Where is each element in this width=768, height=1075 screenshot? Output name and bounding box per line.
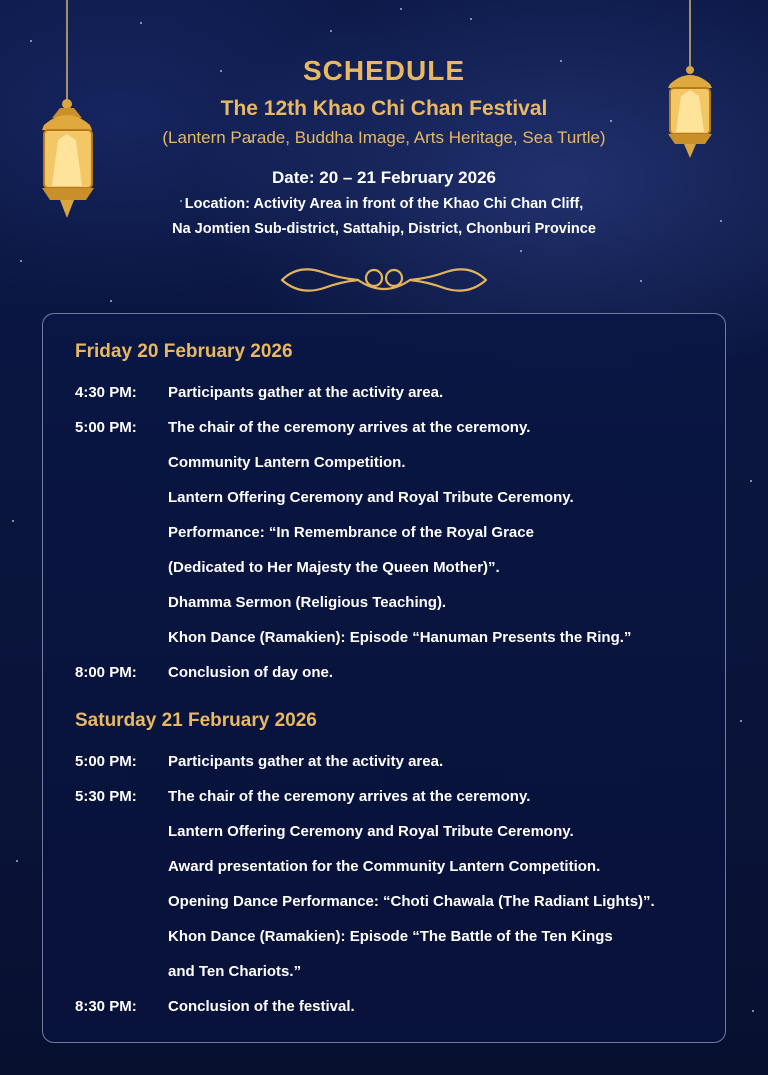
gold-flourish-ornament-icon: [278, 258, 490, 302]
row-text: Performance: “In Remembrance of the Royal Grace: [168, 524, 534, 541]
row-text: Conclusion of day one.: [168, 664, 334, 681]
location-line-2: Na Jomtien Sub-district, Sattahip, District, Chonburi Province: [172, 221, 596, 237]
row-text: The chair of the ceremony arrives at the ceremony.: [168, 419, 531, 436]
festival-themes: (Lantern Parade, Buddha Image, Arts Heritage, Sea Turtle): [162, 128, 606, 147]
row-time: 5:00 PM:: [75, 419, 137, 436]
row-text: Dhamma Sermon (Religious Teaching).: [168, 594, 447, 611]
row-text: Khon Dance (Ramakien): Episode “The Battle of the Ten Kings: [168, 928, 613, 945]
row-time: 5:30 PM:: [75, 788, 137, 805]
row-time: 8:30 PM:: [75, 998, 137, 1015]
day-heading-friday: Friday 20 February 2026: [75, 341, 293, 362]
row-text: Opening Dance Performance: “Choti Chawala (The Radiant Lights)”.: [168, 893, 655, 910]
row-text: Khon Dance (Ramakien): Episode “Hanuman Presents the Ring.”: [168, 629, 632, 646]
row-text: Lantern Offering Ceremony and Royal Tribute Ceremony.: [168, 489, 574, 506]
page-title: SCHEDULE: [302, 55, 465, 86]
row-text: The chair of the ceremony arrives at the ceremony.: [168, 788, 531, 805]
row-text: Conclusion of the festival.: [168, 998, 355, 1015]
schedule-panel: [42, 313, 726, 1043]
day-heading-saturday: Saturday 21 February 2026: [75, 710, 317, 731]
row-time: 5:00 PM:: [75, 753, 137, 770]
row-text: Award presentation for the Community Lantern Competition.: [168, 858, 601, 875]
event-date: Date: 20 – 21 February 2026: [272, 168, 496, 187]
row-text: Lantern Offering Ceremony and Royal Tribute Ceremony.: [168, 823, 574, 840]
row-text: and Ten Chariots.”: [168, 963, 302, 980]
row-text: Participants gather at the activity area.: [168, 384, 444, 401]
location-line-1: Location: Activity Area in front of the Khao Chi Chan Cliff,: [184, 196, 584, 212]
row-text: Participants gather at the activity area.: [168, 753, 444, 770]
row-text: (Dedicated to Her Majesty the Queen Mother)”.: [168, 559, 500, 576]
row-time: 8:00 PM:: [75, 664, 137, 681]
festival-name: The 12th Khao Chi Chan Festival: [220, 97, 548, 120]
row-time: 4:30 PM:: [75, 384, 137, 401]
row-text: Community Lantern Competition.: [168, 454, 406, 471]
